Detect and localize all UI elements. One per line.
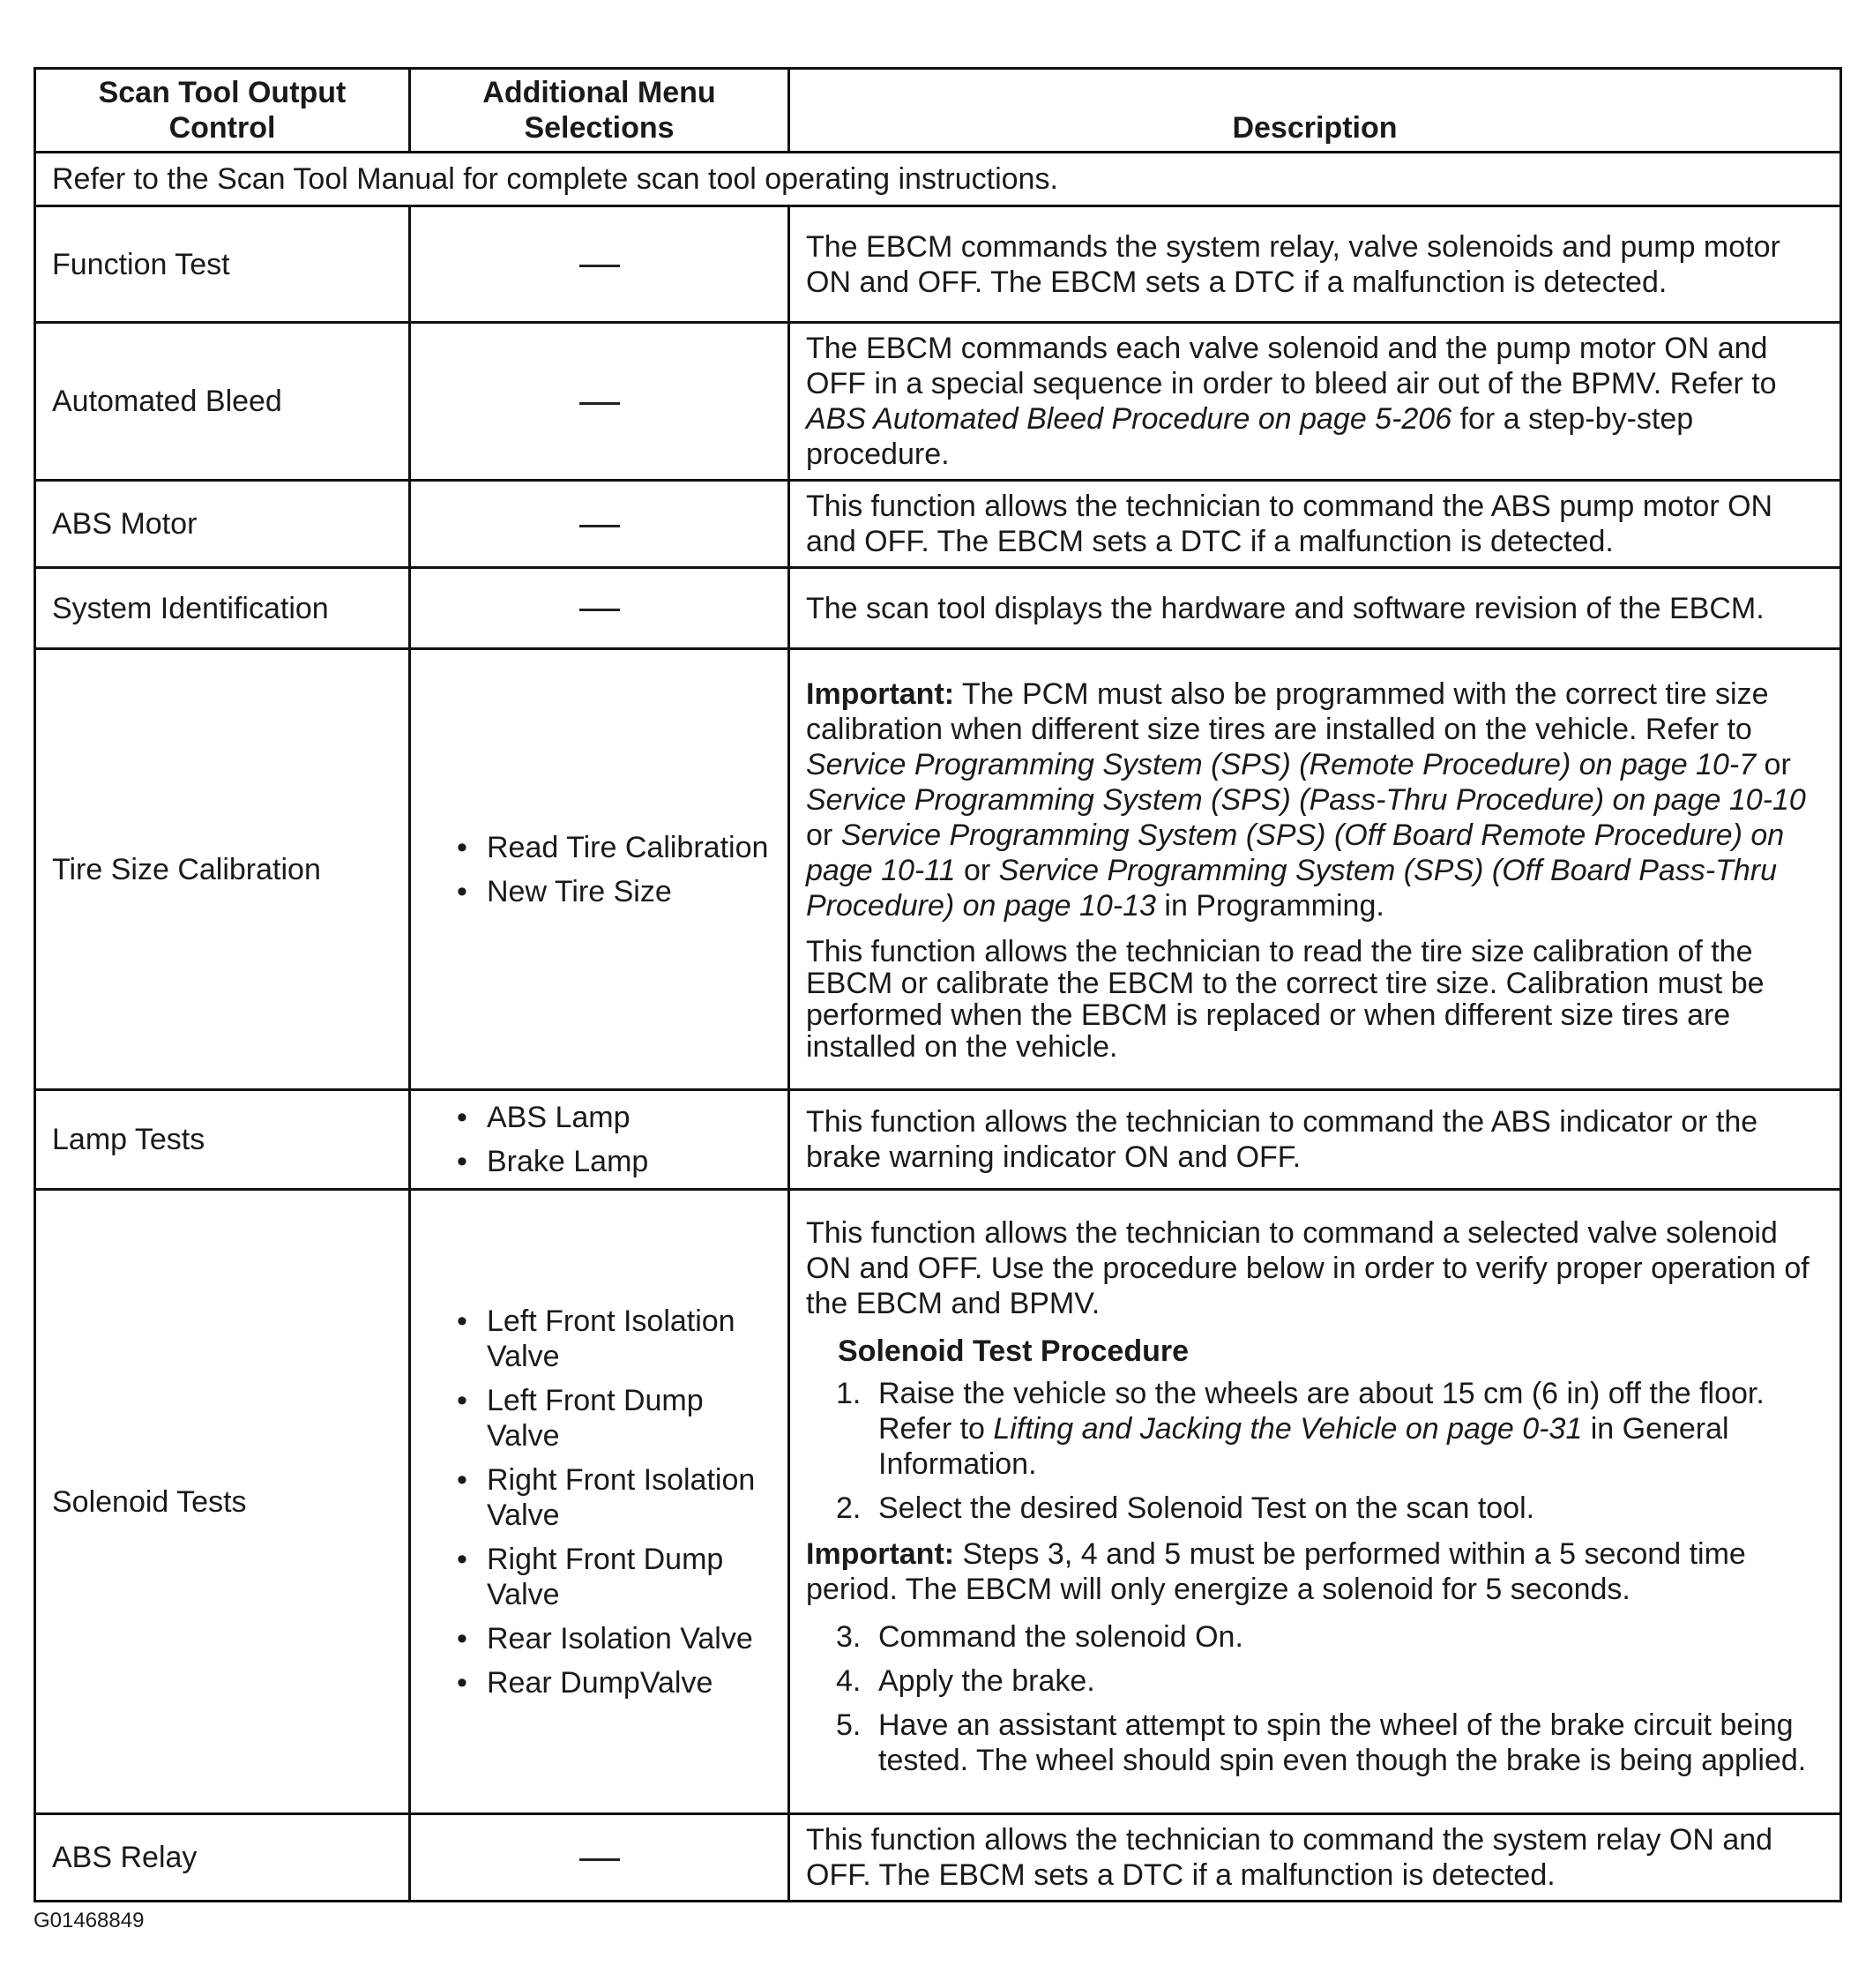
- list-item: • Rear DumpValve: [453, 1665, 772, 1700]
- description-text: The EBCM commands each valve solenoid and the pump motor ON and OFF in a special sequence in order to bleed air out of the BPMV. Refer to: [806, 332, 1777, 400]
- menu-selection-none: [410, 206, 789, 323]
- procedure-steps: [806, 1376, 1824, 1526]
- list-item: • Read Tire Calibration: [453, 830, 772, 865]
- description: [789, 323, 1841, 481]
- menu-selection-list: [427, 1304, 772, 1700]
- dash-mark: [579, 1858, 620, 1861]
- menu-selections: [410, 1190, 789, 1814]
- step-text: Have an assistant attempt to spin the wheel of the brake circuit being tested. The wheel should spin even though the brake is being applied.: [878, 1708, 1807, 1777]
- table-row-tire-size-calibration: [35, 649, 1841, 1090]
- step-text: Apply the brake.: [878, 1663, 1095, 1698]
- important-paragraph: [806, 1536, 1824, 1607]
- step-number: 3.: [836, 1619, 862, 1654]
- description: This function allows the technician to command the system relay ON and OFF. The EBCM sets a DTC if a malfunction is detected.: [789, 1814, 1841, 1902]
- table-row-system-identification: [35, 568, 1841, 649]
- dash-mark: [579, 609, 620, 611]
- output-name: Lamp Tests: [35, 1090, 410, 1190]
- output-name: Function Test: [35, 206, 410, 323]
- menu-selection-none: [410, 568, 789, 649]
- step-text: Command the solenoid On.: [878, 1619, 1243, 1654]
- list-item: • Brake Lamp: [453, 1144, 772, 1179]
- menu-selection-list: [427, 1100, 772, 1179]
- cross-reference-link[interactable]: Service Programming System (SPS) (Remote Procedure) on page 10-7: [806, 747, 1757, 781]
- table-row-solenoid-tests: [35, 1190, 1841, 1814]
- cross-reference-link[interactable]: ABS Automated Bleed Procedure on page 5-206: [806, 402, 1452, 436]
- step-text: Select the desired Solenoid Test on the scan tool.: [878, 1491, 1535, 1525]
- description: [789, 649, 1841, 1090]
- description: This function allows the technician to command the ABS indicator or the brake warning indicator ON and OFF.: [789, 1090, 1841, 1190]
- description-text: or: [806, 818, 841, 852]
- header-output-control: Scan Tool Output Control: [35, 69, 410, 153]
- procedure-step: [806, 1376, 1824, 1482]
- list-item: • Left Front Isolation Valve: [453, 1304, 772, 1374]
- list-item: • Right Front Dump Valve: [453, 1542, 772, 1612]
- description-text: or: [955, 853, 999, 887]
- description-text: The PCM must also be programmed with the correct tire size calibration when different size tires are installed on the vehicle. Refer to: [806, 676, 1769, 746]
- table-header-row: [35, 69, 1841, 153]
- list-item: • Left Front Dump Valve: [453, 1383, 772, 1454]
- menu-selection-none: [410, 481, 789, 568]
- important-label: Important:: [806, 1536, 955, 1571]
- output-name: Solenoid Tests: [35, 1190, 410, 1814]
- dash-mark: [579, 402, 620, 405]
- list-item: • Right Front Isolation Valve: [453, 1462, 772, 1533]
- step-number: 2.: [836, 1491, 862, 1525]
- procedure-step: [806, 1491, 1824, 1526]
- scan-tool-manual-note: Refer to the Scan Tool Manual for complete scan tool operating instructions.: [35, 153, 1841, 206]
- procedure-step: [806, 1663, 1824, 1699]
- description: The EBCM commands the system relay, valve solenoids and pump motor ON and OFF. The EBCM sets a DTC if a malfunction is detected.: [789, 206, 1841, 323]
- menu-selections: [410, 1090, 789, 1190]
- step-text: in General Information.: [878, 1411, 1729, 1481]
- output-name: ABS Motor: [35, 481, 410, 568]
- table-note-row: [35, 153, 1841, 206]
- description-text: for a step-by-step procedure.: [806, 402, 1694, 471]
- description-paragraph: This function allows the technician to read the tire size calibration of the EBCM or calibrate the EBCM to the correct tire size. Calibration must be performed when the EBCM is replaced or when different size tires are installed on the vehicle.: [806, 934, 1765, 1064]
- table-row-lamp-tests: [35, 1090, 1841, 1190]
- table-row-abs-relay: [35, 1814, 1841, 1902]
- menu-selection-none: [410, 1814, 789, 1902]
- list-item: • New Tire Size: [453, 874, 772, 909]
- step-number: 1.: [836, 1376, 862, 1410]
- description-text: or: [1756, 747, 1791, 781]
- list-item: • Rear Isolation Valve: [453, 1621, 772, 1656]
- menu-selections: [410, 649, 789, 1090]
- cross-reference-link[interactable]: Service Programming System (SPS) (Off Board Remote Procedure) on page 10-11: [806, 818, 1785, 887]
- list-item: • ABS Lamp: [453, 1100, 772, 1135]
- cross-reference-link[interactable]: Service Programming System (SPS) (Off Board Pass-Thru Procedure) on page 10-13: [806, 853, 1778, 923]
- menu-selection-none: [410, 323, 789, 481]
- output-name: System Identification: [35, 568, 410, 649]
- step-text: Raise the vehicle so the wheels are about 15 cm (6 in) off the floor. Refer to: [878, 1376, 1765, 1446]
- dash-mark: [579, 525, 620, 527]
- procedure-step: [806, 1708, 1824, 1778]
- header-description: Description: [789, 69, 1841, 153]
- table-row-function-test: [35, 206, 1841, 323]
- cross-reference-link[interactable]: Service Programming System (SPS) (Pass-Thru Procedure) on page 10-10: [806, 782, 1806, 817]
- important-label: Important:: [806, 676, 955, 711]
- header-menu-selections: Additional Menu Selections: [410, 69, 789, 153]
- figure-code: G01468849: [34, 1909, 145, 1932]
- description: This function allows the technician to command the ABS pump motor ON and OFF. The EBCM sets a DTC if a malfunction is detected.: [789, 481, 1841, 568]
- dash-mark: [579, 265, 620, 267]
- output-name: Tire Size Calibration: [35, 649, 410, 1090]
- menu-selection-list: [427, 830, 772, 909]
- important-text: Steps 3, 4 and 5 must be performed within a 5 second time period. The EBCM will only energize a solenoid for 5 seconds.: [806, 1536, 1746, 1606]
- description-text: in Programming.: [1155, 888, 1384, 923]
- procedure-step: [806, 1619, 1824, 1655]
- procedure-steps: [806, 1619, 1824, 1778]
- description-paragraph: This function allows the technician to command a selected valve solenoid ON and OFF. Use the procedure below in order to verify proper operation of the EBCM and BPMV.: [806, 1215, 1810, 1320]
- procedure-title: Solenoid Test Procedure: [838, 1334, 1190, 1368]
- step-number: 5.: [836, 1708, 862, 1742]
- output-name: ABS Relay: [35, 1814, 410, 1902]
- table-row-automated-bleed: [35, 323, 1841, 481]
- scan-tool-output-control-table: [34, 67, 1842, 1902]
- step-number: 4.: [836, 1663, 862, 1698]
- important-paragraph: [806, 676, 1824, 923]
- table-row-abs-motor: [35, 481, 1841, 568]
- output-name: Automated Bleed: [35, 323, 410, 481]
- description: The scan tool displays the hardware and software revision of the EBCM.: [789, 568, 1841, 649]
- cross-reference-link[interactable]: Lifting and Jacking the Vehicle on page 0-31: [993, 1411, 1583, 1446]
- description: [789, 1190, 1841, 1814]
